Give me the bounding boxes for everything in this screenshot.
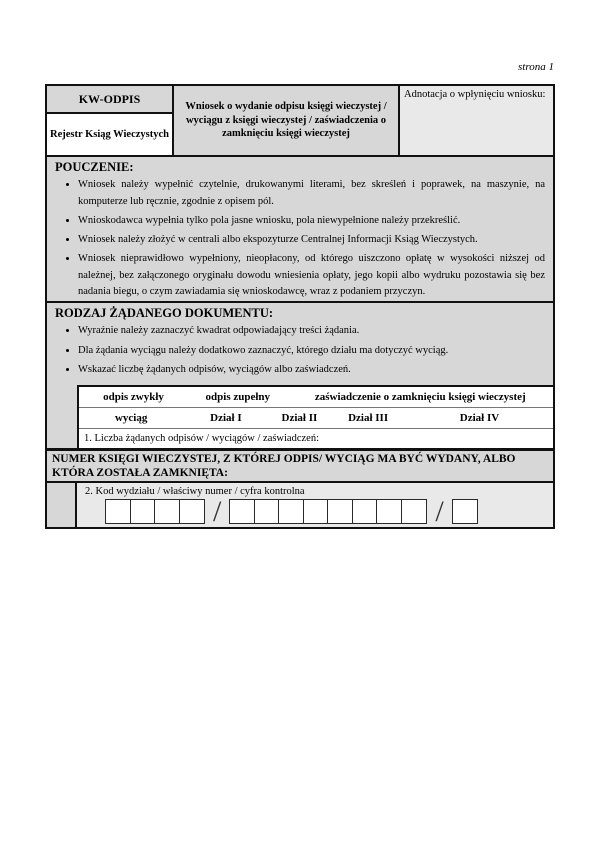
char-box[interactable] [105,499,131,524]
pouczenie-title: POUCZENIE: [55,160,134,174]
option-dzial-1[interactable]: Dział I [210,412,242,424]
char-box[interactable] [327,499,353,524]
pouczenie-item: • Wnioskodawca wypełnia tylko pola jasne wniosku, pola niewypełnione należy przekreślić. [78,213,545,229]
pouczenie-item: • Wniosek nieprawidłowo wypełniony, nieopłacony, od którego uiszczono opłatę w wysokości niższej od należnej, bez załączonego oryginału dowodu wniesienia opłaty, jego kopii albo wydruku pozostawia się bez nadania biegu, o czym zawiadamia się wnioskodawcę, wraz z podaniem przyczyn. [78,251,545,300]
char-box[interactable] [179,499,205,524]
option-dzial-2[interactable]: Dział II [281,412,318,424]
option-wyciag[interactable]: wyciąg [114,412,148,424]
char-box[interactable] [401,499,427,524]
option-dzial-3[interactable]: Dział III [348,412,389,424]
char-box[interactable] [229,499,255,524]
form-code: KW-ODPIS [47,86,172,114]
form-code-cell [47,86,174,155]
char-box[interactable] [303,499,329,524]
char-box[interactable] [376,499,402,524]
rodzaj-item: • Wskazać liczbę żądanych odpisów, wyciągów albo zaświadczeń. [78,362,545,378]
kw-number-field [77,483,553,527]
char-box-group [452,499,477,524]
document-type-row-2 [79,408,553,429]
section-rodzaj-dokumentu [47,301,553,448]
option-zaswiadczenie[interactable]: zaświadczenie o zamknięciu księgi wieczystej [314,391,526,403]
char-box[interactable] [154,499,180,524]
option-dzial-4[interactable]: Dział IV [459,412,500,424]
pouczenie-list [55,177,545,300]
section-pouczenie [47,155,553,301]
option-odpis-zupelny[interactable]: odpis zupełny [205,391,271,403]
document-type-table [77,385,553,448]
kw-number-area [47,483,553,527]
pouczenie-item: • Wniosek należy wypełnić czytelnie, drukowanymi literami, bez skreśleń i poprawek, na maszynie, na komputerze lub ręcznie, zgodnie z opisem pól. [78,177,545,210]
form-title: Wniosek o wydanie odpisu księgi wieczystej / wyciągu z księgi wieczystej / zaświadczenia o zamknięciu księgi wieczystej [174,86,400,155]
char-box[interactable] [130,499,156,524]
copies-count-field[interactable]: 1. Liczba żądanych odpisów / wyciągów / zaświadczeń: [84,433,319,444]
char-box[interactable] [352,499,378,524]
char-box-group [229,499,425,524]
page-number: strona 1 [518,61,554,73]
kw-number-boxes [105,495,549,529]
char-box[interactable] [452,499,478,524]
form-header [47,86,553,155]
char-box-group [105,499,203,524]
section-numer-ksiegi [47,448,553,527]
rodzaj-list [55,323,545,381]
register-name: Rejestr Ksiąg Wieczystych [47,114,172,155]
left-margin-strip [47,483,77,527]
separator-slash: / [213,495,222,529]
kw-number-label: 2. Kod wydziału / właściwy numer / cyfra kontrolna [85,486,305,497]
document-type-row-1 [79,387,553,408]
rodzaj-item: • Wyraźnie należy zaznaczyć kwadrat odpowiadający treści żądania. [78,323,545,339]
rodzaj-title: RODZAJ ŻĄDANEGO DOKUMENTU: [55,306,274,320]
option-odpis-zwykly[interactable]: odpis zwykły [103,391,164,403]
annotation-field: Adnotacja o wpłynięciu wniosku: [400,86,553,155]
char-box[interactable] [278,499,304,524]
separator-slash: / [435,495,444,529]
kw-odpis-form [45,84,555,529]
rodzaj-item: • Dla żądania wyciągu należy dodatkowo zaznaczyć, którego działu ma dotyczyć wyciąg. [78,343,545,359]
numer-title: NUMER KSIĘGI WIECZYSTEJ, Z KTÓREJ ODPIS/ WYCIĄG MA BYĆ WYDANY, ALBO KTÓRA ZOSTAŁA ZAMKNIĘTA: [47,451,553,483]
pouczenie-item: • Wniosek należy złożyć w centrali albo ekspozyturze Centralnej Informacji Ksiąg Wieczystych. [78,232,545,248]
char-box[interactable] [254,499,280,524]
